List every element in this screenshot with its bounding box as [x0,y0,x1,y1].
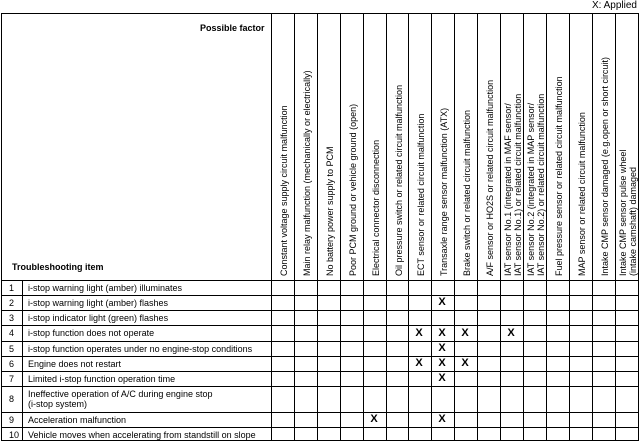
row-number: 2 [9,298,15,308]
troubleshooting-item-text: Ineffective operation of A/C during engine stop [28,389,213,399]
factor-header-7 [409,15,431,279]
row-number: 3 [9,313,15,323]
row-divider [2,341,638,342]
factor-label-line: Fuel pressure sensor or related circuit malfunction [554,76,564,276]
factor-header-13 [547,15,569,279]
applied-mark: X [438,413,446,425]
troubleshooting-item-text: i-stop function operates under no engine-stop conditions [28,344,253,354]
factor-header-text [548,18,569,276]
row-number: 10 [9,430,20,440]
factor-header-text [594,18,615,276]
troubleshooting-item-text: i-stop indicator light (green) flashes [28,313,169,323]
factor-label-line: Constant voltage supply circuit malfunction [279,105,289,276]
legend-applied: X: Applied [591,0,637,11]
factor-header-text [479,18,500,276]
row-number: 9 [9,415,15,425]
factor-header-12 [524,15,546,279]
troubleshooting-item-text: i-stop warning light (amber) illuminates [28,283,183,293]
row-number: 5 [9,344,15,354]
factor-label-line: IAT sensor No.1 (integrated in MAF sensor/ [503,103,513,276]
possible-factor-heading: Possible factor [200,23,265,33]
factor-header-text [296,18,317,276]
factor-header-9 [455,15,477,279]
factor-label-line: MAP sensor or related circuit malfunction [577,112,587,276]
factor-header-text [365,18,386,276]
factor-label-line: Oil pressure switch or related circuit malfunction [394,84,404,276]
troubleshooting-item-heading: Troubleshooting item [12,262,104,272]
factor-header-text [571,18,592,276]
troubleshooting-item-text: Limited i-stop function operation time [28,374,176,384]
troubleshooting-table [1,13,639,441]
row-divider [2,371,638,372]
factor-header-10 [478,15,500,279]
row-divider [2,295,638,296]
applied-mark: X [438,296,446,308]
factor-label-line: Main relay malfunction (mechanically or electrically) [302,70,312,276]
troubleshooting-item-text: i-stop warning light (amber) flashes [28,298,169,308]
header-divider [2,280,638,281]
factor-label-line: ECT sensor or related circuit malfunction [416,113,426,276]
factor-label-line: Poor PCM ground or vehicle ground (open) [348,103,358,276]
row-divider [2,310,638,311]
factor-label-line: Intake CMP sensor damaged (e.g.open or short circuit) [600,57,610,276]
factor-header-2 [295,15,317,279]
factor-header-text [342,18,363,276]
factor-header-text [273,18,294,276]
factor-header-14 [570,15,592,279]
troubleshooting-item-text: i-stop function does not operate [28,328,155,338]
factor-header-text [433,18,454,276]
factor-header-8 [432,15,454,279]
row-divider [2,386,638,387]
applied-mark: X [461,357,469,369]
factor-label-line: Transaxle range sensor malfunction (ATX) [439,107,449,276]
row-number: 7 [9,374,15,384]
applied-mark: X [415,357,423,369]
factor-label-line: Intake CMP sensor pulse wheel [618,149,628,276]
applied-mark: X [507,327,515,339]
factor-header-11 [501,15,523,279]
factor-header-text [617,18,638,276]
row-divider [2,325,638,326]
row-number: 6 [9,359,15,369]
applied-mark: X [438,357,446,369]
factor-header-6 [387,15,409,279]
factor-label-line: IAT sensor No.2 (integrated in MAP sensor/ [526,102,536,276]
factor-header-1 [272,15,294,279]
factor-header-3 [318,15,340,279]
row-number: 8 [9,394,15,404]
factor-label-line: A/F sensor or HO2S or related circuit malfunction [485,79,495,276]
applied-mark: X [438,372,446,384]
factor-label-line: IAT sensor No.2) or related circuit malfunction [536,93,546,276]
factor-header-text [388,18,409,276]
factor-label-line: (intake camshaft) damaged [628,166,638,276]
factor-label-line: Brake switch or related circuit malfunction [462,109,472,276]
row-number: 1 [9,283,15,293]
row-number: 4 [9,328,15,338]
troubleshooting-item-text: Vehicle moves when accelerating from standstill on slope [28,430,256,440]
applied-mark: X [370,413,378,425]
applied-mark: X [415,327,423,339]
factor-header-16 [616,15,638,279]
factor-header-text [410,18,431,276]
factor-header-text [319,18,340,276]
factor-header-5 [364,15,386,279]
factor-label-line: No battery power supply to PCM [325,146,335,276]
factor-header-text [502,18,523,276]
row-divider [2,356,638,357]
factor-header-15 [593,15,615,279]
troubleshooting-item-text: Acceleration malfunction [28,415,127,425]
number-column-separator [22,280,23,440]
factor-header-text [525,18,546,276]
applied-mark: X [438,342,446,354]
row-divider [2,427,638,428]
factor-header-4 [341,15,363,279]
applied-mark: X [461,327,469,339]
factor-header-text [456,18,477,276]
troubleshooting-item-text: Engine does not restart [28,359,122,369]
factor-label-line: Electrical connector disconnection [371,139,381,276]
factor-label-line: IAT sensor No.1) or related circuit malfunction [513,93,523,276]
row-divider [2,412,638,413]
troubleshooting-item-text: (i-stop system) [28,399,88,409]
applied-mark: X [438,327,446,339]
